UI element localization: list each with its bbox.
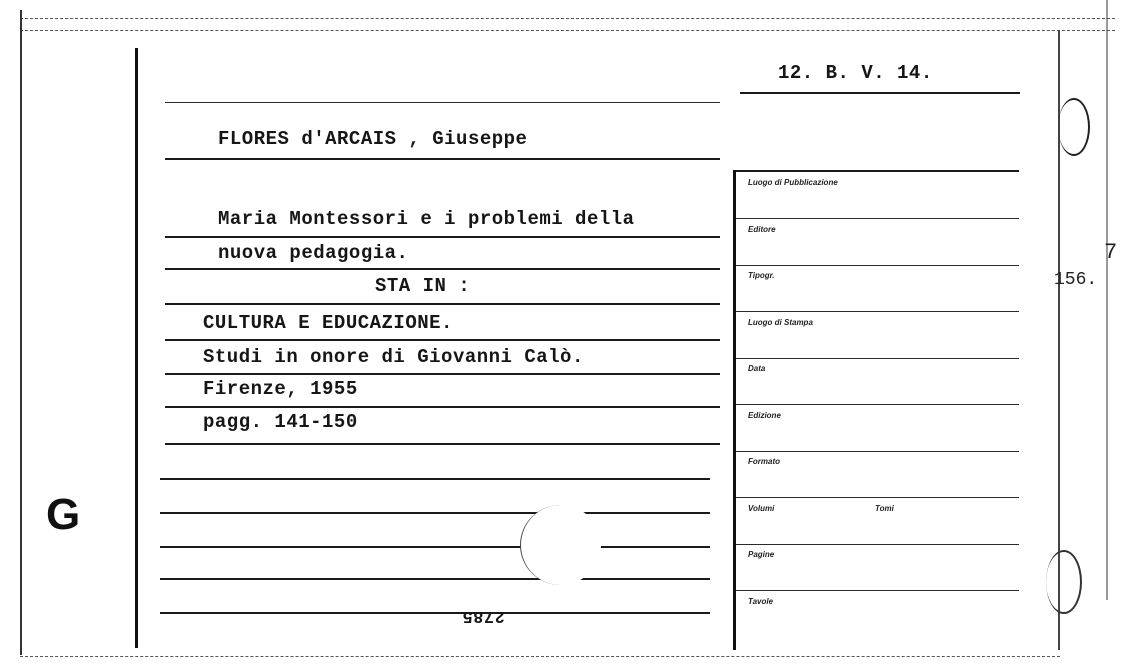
form-field-rule (736, 218, 1019, 219)
source-line-1: CULTURA E EDUCAZIONE. (203, 312, 453, 334)
rule (160, 612, 710, 614)
form-field-rule (736, 451, 1019, 452)
source-line-2: Studi in onore di Giovanni Calò. (203, 346, 584, 368)
form-field-rule (736, 590, 1019, 591)
rule (160, 578, 710, 580)
form-field-label: Luogo di Stampa (748, 317, 813, 327)
stamp-number: 2785 (462, 606, 505, 625)
form-field-rule (736, 544, 1019, 545)
form-field-label: Data (748, 364, 766, 373)
margin-rule (135, 48, 138, 648)
form-field-rule (736, 358, 1019, 359)
card-border-left (20, 10, 22, 655)
form-top-rule (736, 170, 1019, 172)
form-field-label: Luogo di Pubblicazione (748, 178, 838, 187)
rule (160, 512, 710, 514)
shelfmark-rule (740, 92, 1020, 94)
source-line-3: Firenze, 1955 (203, 378, 358, 400)
rule (165, 102, 720, 103)
rule (165, 303, 720, 305)
form-field-rule (736, 404, 1019, 405)
scan-edge-right (1106, 0, 1108, 600)
rule (165, 339, 720, 341)
form-field-rule (736, 311, 1019, 312)
source-line-4: pagg. 141-150 (203, 411, 358, 433)
form-field-label: Tipogr. (748, 271, 775, 280)
rule (165, 268, 720, 270)
form-field-label: Pagine (748, 550, 775, 559)
rule (165, 236, 720, 238)
form-field-rule (736, 265, 1019, 266)
form-field-label: Edizione (748, 410, 781, 420)
scan-edge-bottom (20, 656, 1060, 658)
side-letter: G (46, 490, 81, 539)
binding-arc-bottom (1046, 550, 1082, 614)
title-line-2: nuova pedagogia. (218, 242, 409, 264)
form-field-label: Formato (748, 457, 780, 466)
author: FLORES d'ARCAIS , Giuseppe (218, 128, 528, 150)
rule (160, 478, 710, 480)
rule (160, 546, 710, 548)
title-line-1: Maria Montessori e i problemi della (218, 208, 635, 230)
form-field-rule (736, 497, 1019, 498)
margin-digit: 7 (1104, 240, 1118, 265)
form-field-label: Volumi (748, 503, 775, 513)
punch-hole (520, 505, 601, 585)
sta-in-label: STA IN : (375, 275, 471, 297)
scan-edge-top-2 (20, 30, 1115, 32)
form-field-label: Editore (748, 224, 776, 234)
rule (165, 373, 720, 375)
form-field-label: Tavole (748, 596, 774, 606)
rule (165, 158, 720, 160)
rule (165, 406, 720, 408)
scan-edge-top (20, 18, 1115, 20)
binding-arc-top (1058, 98, 1090, 156)
form-field-label-tomi: Tomi (875, 503, 894, 513)
rule (165, 443, 720, 445)
shelfmark: 12. B. V. 14. (778, 62, 933, 84)
margin-number: 156. (1054, 270, 1098, 290)
